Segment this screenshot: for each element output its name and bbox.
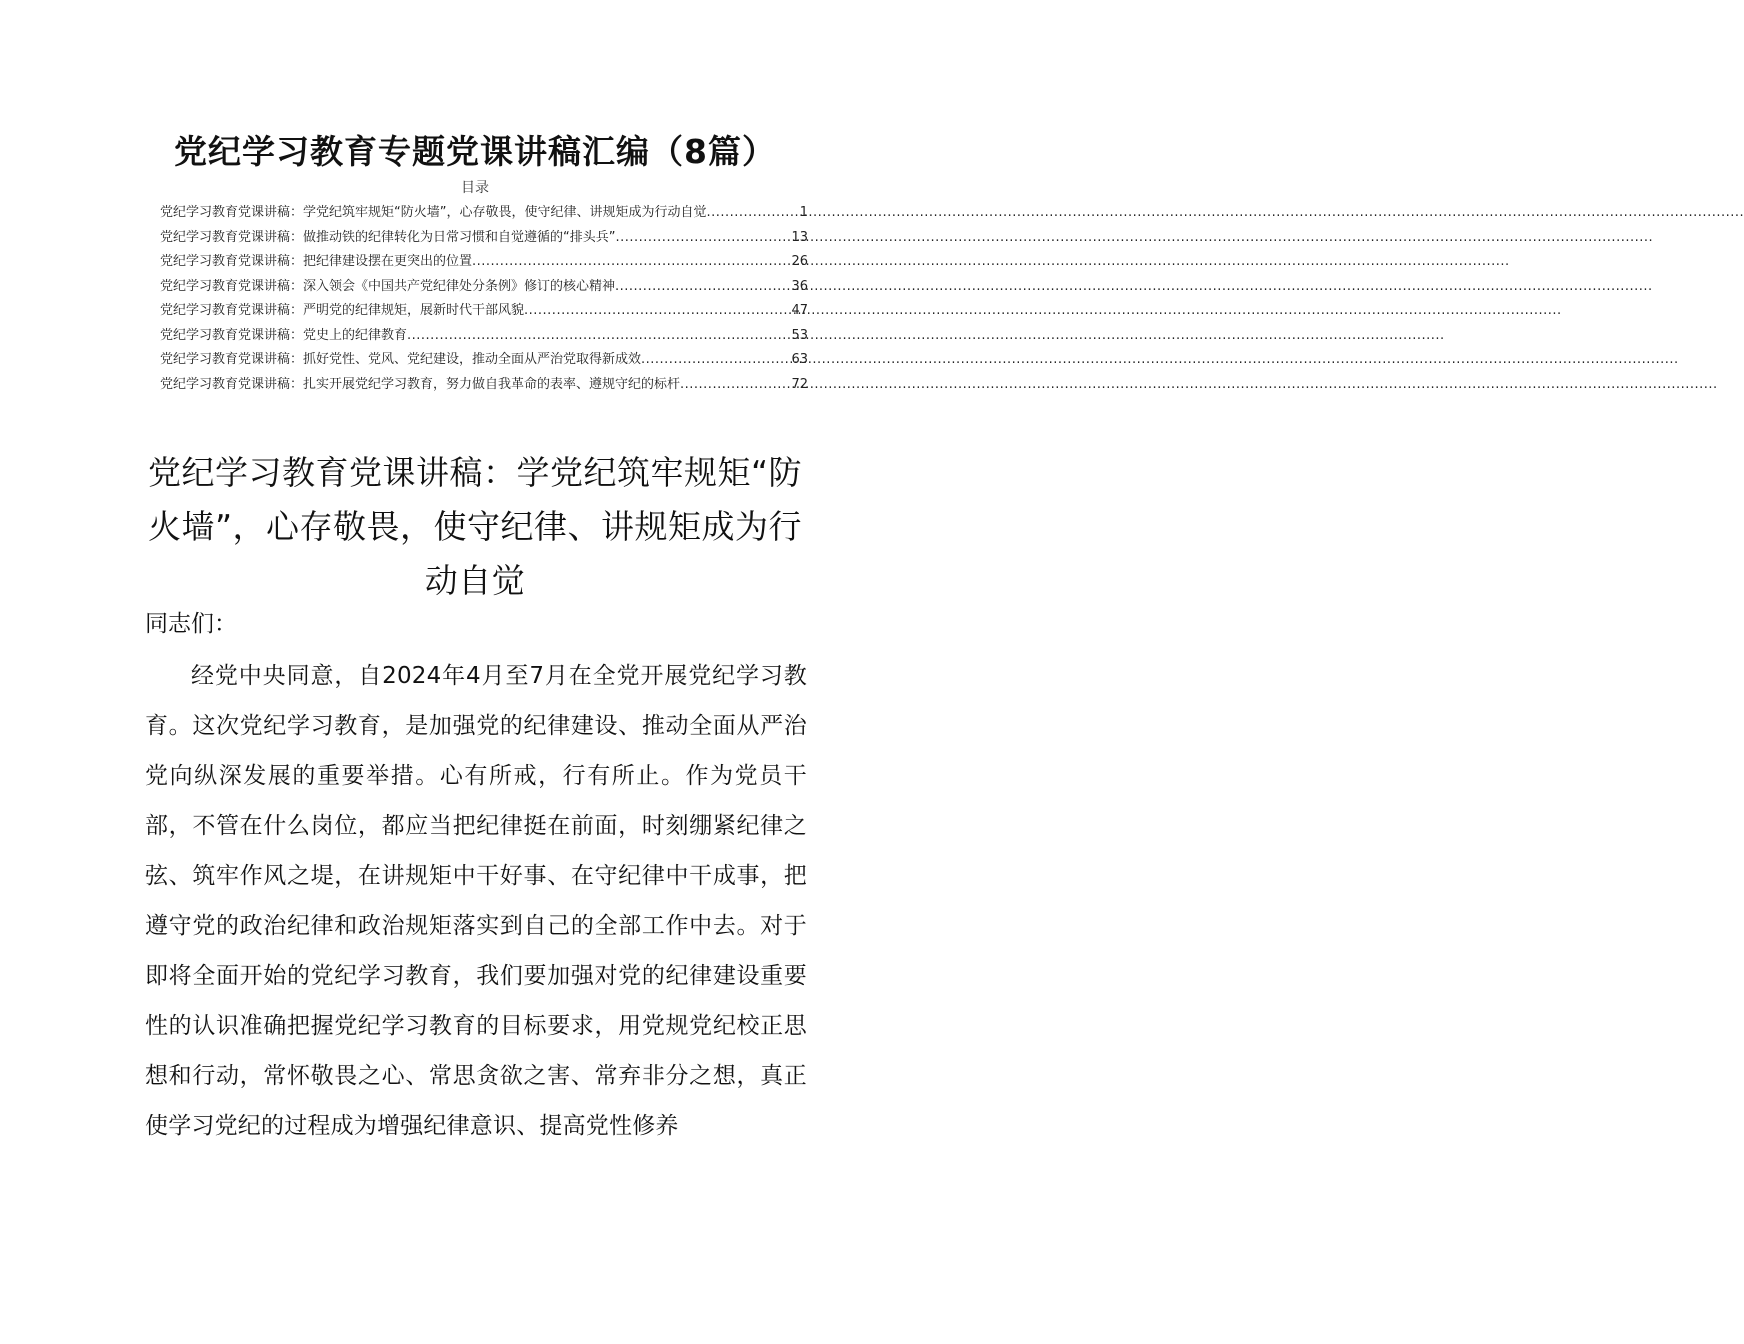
toc-entry-page: 47	[791, 303, 808, 318]
toc-leader-dots	[615, 275, 790, 300]
toc-entry-text: 党纪学习教育党课讲稿：做推动铁的纪律转化为日常习惯和自觉遵循的“排头兵”	[160, 229, 616, 245]
toc-entry[interactable]	[160, 299, 808, 324]
toc-entry-text: 党纪学习教育党课讲稿：扎实开展党纪学习教育，努力做自我革命的表率、遵规守纪的标杆	[160, 376, 681, 392]
toc-entry-text: 党纪学习教育党课讲稿：深入领会《中国共产党纪律处分条例》修订的核心精神	[160, 278, 616, 294]
toc-entry[interactable]	[160, 324, 808, 349]
toc-entry-page: 63	[791, 352, 808, 367]
toc-entry-page: 13	[791, 229, 808, 245]
toc-leader-dots	[615, 226, 790, 251]
table-of-contents	[160, 201, 808, 397]
salutation: 同志们：	[145, 611, 237, 637]
toc-heading: 目录	[461, 180, 489, 196]
toc-entry-text: 党纪学习教育党课讲稿：学党纪筑牢规矩“防火墙”，心存敬畏，使守纪律、讲规矩成为行动自觉	[160, 205, 707, 220]
toc-leader-dots	[706, 201, 798, 226]
toc-entry-text: 党纪学习教育党课讲稿：抓好党性、党风、党纪建设，推动全面从严治党取得新成效	[160, 352, 642, 367]
toc-leader-dots	[472, 250, 790, 275]
toc-leader-dots	[641, 348, 790, 373]
toc-entry[interactable]	[160, 250, 808, 275]
toc-entry[interactable]	[160, 348, 808, 373]
toc-entry-page: 36	[791, 278, 808, 294]
toc-entry-page: 72	[791, 376, 808, 392]
toc-entry-text: 党纪学习教育党课讲稿：把纪律建设摆在更突出的位置	[160, 254, 473, 269]
article-paragraph: 经党中央同意，自2024年4月至7月在全党开展党纪学习教育。这次党纪学习教育，是加强党的纪律建设、推动全面从严治党向纵深发展的重要举措。心有所戒，行有所止。作为党员干部，不管在什么岗位，都应当把纪律挺在前面，时刻绷紧纪律之弦、筑牢作风之堤，在讲规矩中干好事、在守纪律中干成事，把遵守党的政治纪律和政治规矩落实到自己的全部工作中去。对于即将全面开始的党纪学习教育，我们要加强对党的纪律建设重要性的认识准确把握党纪学习教育的目标要求，用党规党纪校正思想和行动，常怀敬畏之心、常思贪欲之害、常弃非分之想，真正使学习党纪的过程成为增强纪律意识、提高党性修养	[145, 663, 807, 1139]
toc-entry[interactable]	[160, 275, 808, 300]
toc-entry[interactable]	[160, 226, 808, 251]
toc-entry-page: 26	[791, 254, 808, 269]
toc-entry-text: 党纪学习教育党课讲稿：党史上的纪律教育	[160, 327, 408, 343]
toc-entry-page: 1	[799, 205, 808, 220]
toc-leader-dots	[680, 373, 790, 398]
toc-entry[interactable]	[160, 373, 808, 398]
toc-leader-dots	[407, 324, 790, 349]
toc-leader-dots	[524, 299, 790, 324]
article-title: 党纪学习教育党课讲稿：学党纪筑牢规矩“防火墙”，心存敬畏，使守纪律、讲规矩成为行动自觉	[147, 453, 803, 600]
toc-entry-page: 53	[791, 327, 808, 343]
document-title: 党纪学习教育专题党课讲稿汇编（8篇）	[174, 132, 776, 171]
toc-entry[interactable]	[160, 201, 808, 226]
toc-entry-text: 党纪学习教育党课讲稿：严明党的纪律规矩，展新时代干部风貌	[160, 303, 525, 318]
